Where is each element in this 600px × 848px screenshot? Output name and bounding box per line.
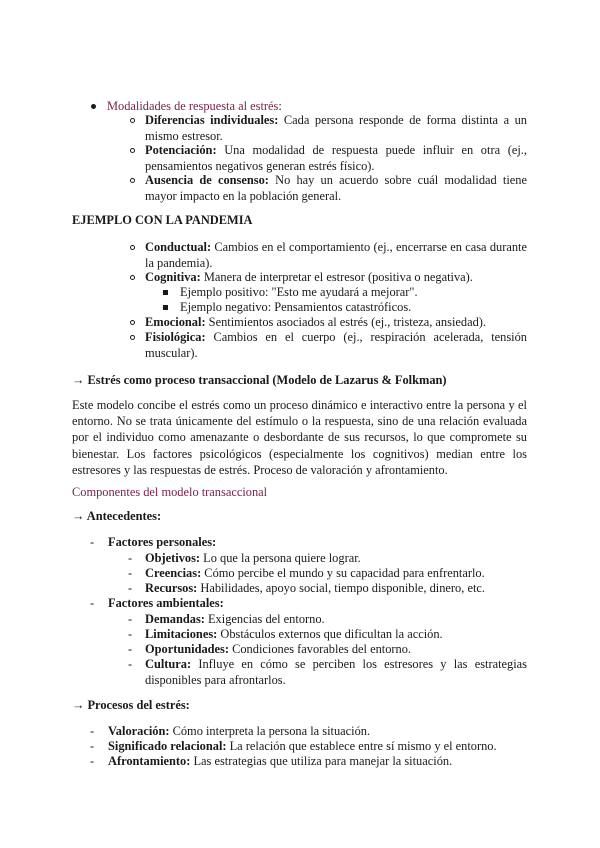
item-afrontamiento: Afrontamiento: Las estrategias que utiliza para manejar la situación. bbox=[108, 754, 453, 768]
heading-proceso-transaccional: → Estrés como proceso transaccional (Modelo de Lazarus & Folkman) bbox=[72, 373, 447, 387]
dash-bullet: - bbox=[128, 581, 133, 595]
dash-bullet: - bbox=[128, 551, 133, 565]
bullet-circle-icon bbox=[130, 275, 135, 280]
dash-bullet: - bbox=[128, 642, 133, 656]
item-limitaciones: Limitaciones: Obstáculos externos que dificultan la acción. bbox=[145, 627, 443, 641]
sub-item-positivo: Ejemplo positivo: "Esto me ayudará a mejorar". bbox=[180, 285, 418, 299]
list-item-consenso: Ausencia de consenso: No hay un acuerdo sobre cuál modalidad tiene mayor impacto en la población general. bbox=[145, 173, 527, 203]
bullet-circle-icon bbox=[130, 320, 135, 325]
dash-bullet: - bbox=[90, 754, 95, 768]
list-item-potenciacion: Potenciación: Una modalidad de respuesta puede influir en otra (ej., pensamientos negativos generan estrés físico). bbox=[145, 143, 527, 173]
bullet-circle-icon bbox=[130, 118, 135, 123]
bullet-square-icon bbox=[163, 305, 168, 310]
list-item-conductual: Conductual: Cambios en el comportamiento (ej., encerrarse en casa durante la pandemia). bbox=[145, 240, 527, 270]
item-oportunidades: Oportunidades: Condiciones favorables del entorno. bbox=[145, 642, 412, 656]
heading-antecedentes: → Antecedentes: bbox=[72, 509, 162, 523]
dash-bullet: - bbox=[128, 612, 133, 626]
dash-bullet: - bbox=[90, 596, 95, 610]
item-significado: Significado relacional: La relación que establece entre sí mismo y el entorno. bbox=[108, 739, 497, 753]
factores-personales-title: Factores personales: bbox=[108, 535, 217, 549]
item-demandas: Demandas: Exigencias del entorno. bbox=[145, 612, 325, 626]
bullet-circle-icon bbox=[130, 178, 135, 183]
item-cultura: Cultura: Influye en cómo se perciben los estresores y las estrategias disponibles para afrontarlos. bbox=[145, 657, 527, 687]
list-item-diferencias: Diferencias individuales: Cada persona responde de forma distinta a un mismo estresor. bbox=[145, 113, 527, 143]
list-item-fisiologica: Fisiológica: Cambios en el cuerpo (ej., respiración acelerada, tensión muscular). bbox=[145, 330, 527, 360]
dash-bullet: - bbox=[128, 627, 133, 641]
bullet-dot-icon bbox=[91, 104, 96, 109]
dash-bullet: - bbox=[128, 566, 133, 580]
paragraph-modelo: Este modelo concibe el estrés como un proceso dinámico e interactivo entre la persona y el entorno. No se trata únicamente del estímulo o la respuesta, sino de una relación evaluada por el individuo como amenazante o desbordante de sus recursos, lo que compromete su bienestar. Los factores psicológicos (especialmente los cognitivos) median entre los estresores y las respuestas de estrés. Proceso de valoración y afrontamiento. bbox=[72, 398, 527, 477]
item-recursos: Recursos: Habilidades, apoyo social, tiempo disponible, dinero, etc. bbox=[145, 581, 485, 595]
heading-ejemplo-pandemia: EJEMPLO CON LA PANDEMIA bbox=[72, 213, 253, 227]
item-creencias: Creencias: Cómo percibe el mundo y su capacidad para enfrentarlo. bbox=[145, 566, 485, 580]
dash-bullet: - bbox=[90, 724, 95, 738]
dash-bullet: - bbox=[90, 739, 95, 753]
heading-procesos: → Procesos del estrés: bbox=[72, 698, 190, 712]
factores-ambientales-title: Factores ambientales: bbox=[108, 596, 224, 610]
dash-bullet: - bbox=[128, 657, 133, 671]
list-item-emocional: Emocional: Sentimientos asociados al estrés (ej., tristeza, ansiedad). bbox=[145, 315, 487, 329]
item-valoracion: Valoración: Cómo interpreta la persona la situación. bbox=[108, 724, 371, 738]
sub-item-negativo: Ejemplo negativo: Pensamientos catastróficos. bbox=[180, 300, 412, 314]
bullet-circle-icon bbox=[130, 335, 135, 340]
bullet-square-icon bbox=[163, 290, 168, 295]
bullet-circle-icon bbox=[130, 148, 135, 153]
components-title: Componentes del modelo transaccional bbox=[72, 485, 268, 499]
section-title-modalidades: Modalidades de respuesta al estrés: bbox=[107, 99, 282, 113]
list-item-cognitiva: Cognitiva: Manera de interpretar el estresor (positiva o negativa). bbox=[145, 270, 473, 284]
item-objetivos: Objetivos: Lo que la persona quiere lograr. bbox=[145, 551, 361, 565]
dash-bullet: - bbox=[90, 535, 95, 549]
bullet-circle-icon bbox=[130, 245, 135, 250]
